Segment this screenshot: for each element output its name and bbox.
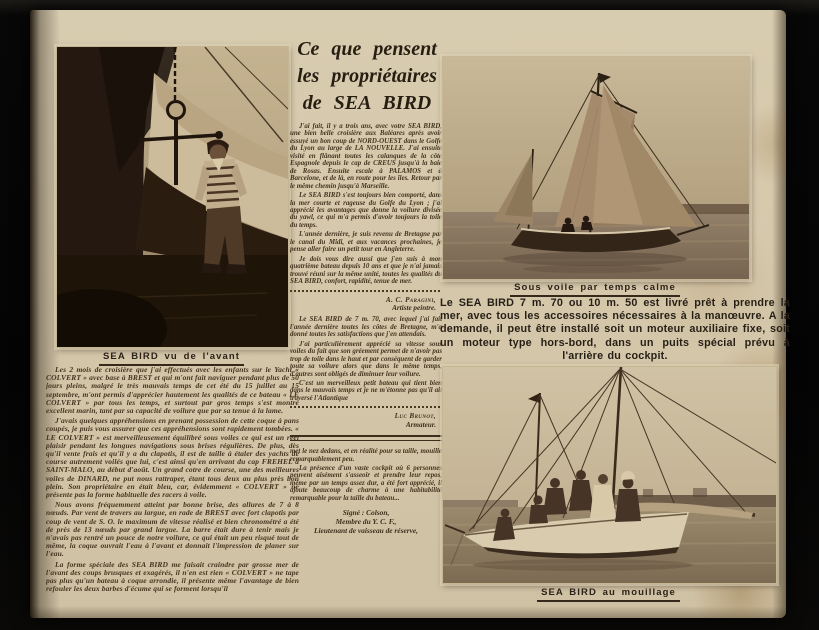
page-title-line: les propriétaires <box>297 65 437 87</box>
paragraph: met le nez dedans, et en réalité pour sa taille, mouille remarquablement peu. <box>290 448 442 463</box>
page-title-line: Ce que pensent <box>297 38 437 60</box>
caption-at-anchor-text: SEA BIRD au mouillage <box>537 587 680 602</box>
paragraph: C'est un merveilleux petit bateau qui tient bien dans le mauvais temps et je ne m'étonne pas qu'il ait traversé l'Atlantique <box>290 379 442 402</box>
paragraph: Les 2 mois de croisière que j'ai effectués avec les enfants sur le Yacht « COLVERT » avec base à BREST et qui m'ont fait naviguer pendant plus de 50 jours pleins, malgré le très mauvais temps de cet été du 15 juillet au 15 septembre, m'ont permis d'apprécier hautement les qualités de ce bateau « LE COLVERT » par tous les temps, et surtout par gros temps s'est montré excellent marin, tant par sa capacité de voilure que par sa tenue à la lame. <box>46 366 299 416</box>
double-rule <box>290 435 442 441</box>
caption-sailing <box>442 282 748 297</box>
article-left-column <box>46 366 299 614</box>
photo-bow-view <box>56 46 289 348</box>
signature-officer <box>290 508 442 535</box>
signature-owner-name: Luc Brunot, <box>394 412 436 421</box>
sailing-illustration <box>443 57 749 279</box>
dotted-separator <box>290 406 440 408</box>
paragraph: Le SEA BIRD s'est toujours bien comporté, dans la mer courte et rageuse du Golfe du Lyon ; j'ai apprécié les avantages que donne la voilure divisée du yawl, ce qui m'a permis d'avoir toujours la toile du temps. <box>290 192 442 229</box>
signature-officer-rank: Lieutenant de vaisseau de réserve, <box>313 526 419 536</box>
paragraph: L'année dernière, je suis revenu de Bretagne par le canal du Midi, et aux vacances prochaines, je pense aller faire un petit tour en Angleterre. <box>290 231 442 254</box>
signature-artist-name: A. C. Paragini, <box>385 295 436 304</box>
paragraph: La présence d'un vaste cockpit où 6 personnes peuvent aisément s'asseoir et prendre leur repos, même par un temps assez dur, a été fort apprécié, il ajoute beaucoup de charme à une habitabilité remarquable pour la taille du bateau... <box>290 465 442 502</box>
signature-artist-role: Artiste peintre. <box>392 303 436 312</box>
page-title-line: de SEA BIRD <box>302 92 432 114</box>
lead-paragraph: Le SEA BIRD 7 m. 70 ou 10 m. 50 est livré prêt à prendre la mer, avec tous les accessoires nécessaires à la manœuvre. A la demande, il peut être installé soit un moteur auxiliaire fixe, soit un moteur type hors-bord, dans un puits spécial prévu à l'arrière du cockpit. <box>440 297 790 362</box>
caption-sailing-text: Sous voile par temps calme <box>510 282 680 297</box>
caption-bow-view <box>56 351 287 366</box>
signature-officer-name: Signé : Colson, <box>342 508 390 518</box>
caption-at-anchor <box>442 587 775 602</box>
photo-sailing <box>442 56 750 280</box>
paragraph: J'avais quelques appréhensions en prenant possession de cette coque à pans coupés, je puis vous assurer que ces appréhensions sont rapidement tombées. « LE COLVERT » est merveilleusement équilibré sous voiles ce qui est un réel plaisir pendant les longues navigations sous brises régulières. De plus, dès qu'il vente frais et qu'il y a du clapotis, il est de taille à étaler des yachts de course autrement voilés que lui, c'est ainsi qu'en arrivant du cap FREHEL à SAINT-MALO, au début d'août. Un grand cotre de course, une des meilleures voiles de DINARD, ne put nous rattraper, étant tous deux au plus près bon plein. Son propriétaire en était bleu, car, évidemment « COLVERT » ne présente pas la forme habituelle des racers à voile. <box>46 416 299 500</box>
article-middle-column <box>290 123 442 615</box>
paragraph: J'ai fait, il y a trois ans, avec votre SEA BIRD, une bien belle croisière aux Baléares après avoir essuyé un bon coup de NORD-OUEST dans le Golfe du Lyon au large de LA NOUVELLE. J'ai ensuite visité en flânant toutes les calanques de la côte Espagnole depuis le cap de CREUS jusqu'à la baie de Rosas. Ensuite escale à PALAMOS et à Barcelone, et de là, en route pour les îles. Retour par le même chemin jusqu'à Marseille. <box>290 123 442 190</box>
dotted-separator <box>290 290 440 292</box>
signature-officer-membership: Membre du Y. C. F., <box>335 517 397 527</box>
page-title <box>277 36 457 117</box>
paragraph: La forme spéciale des SEA BIRD me faisait craindre par grosse mer de l'avant des coups brusques et exagérés, il n'en est rien « COLVERT » ne tape pas plus qu'un bateau à coque arrondie, il présente même l'avantage de bien refouler les deux barbes d'écume qui se forment lorsqu'il <box>46 559 299 594</box>
photo-at-anchor <box>442 366 777 584</box>
paragraph: Je dois vous dire aussi que j'en suis à mon quatrième bateau depuis 10 ans et que je n'ai jamais trouvé réuni sur la même unité, toutes les qualités du SEA BIRD, confort, rapidité, tenue de mer. <box>290 255 442 286</box>
signature-owner-role: Armateur. <box>405 420 436 429</box>
paragraph: Nous avons fréquemment atteint par bonne brise, des allures de 7 à 8 nœuds. Par vent de travers au largue, en rade de BREST avec fort clapotis par coup de vent de S. O. le maximum de vitesse réalisé et bien chronométré a été de près de 13 nœuds par grand largue. La barre était dure à tenir mais je n'avais pas rentré un pouce de notre voilure, ce qui était un peu risqué tout de même, la coque ouvrait l'eau à l'avant et donnait l'impression de planer sur l'eau. <box>46 500 299 559</box>
bow-view-illustration <box>57 47 288 347</box>
magazine-page <box>30 10 790 618</box>
signature-owner <box>290 412 436 429</box>
at-anchor-illustration <box>443 367 776 583</box>
signature-artist <box>290 296 436 313</box>
caption-bow-view-text: SEA BIRD vu de l'avant <box>99 351 244 366</box>
paragraph: Le SEA BIRD de 7 m. 70, avec lequel j'ai fait l'année dernière toutes les côtes de Bretagne, m'a donné toutes les satisfactions que j'en attendais. <box>290 316 442 339</box>
paragraph: J'ai particulièrement apprécié sa vitesse sous voiles du fait que son gréement permet de n'avoir pas trop de toile dans le haut et par conséquent de garder toute sa voilure alors que dans le même temps, d'autres sont obligés de diminuer leur voilure. <box>290 340 442 378</box>
